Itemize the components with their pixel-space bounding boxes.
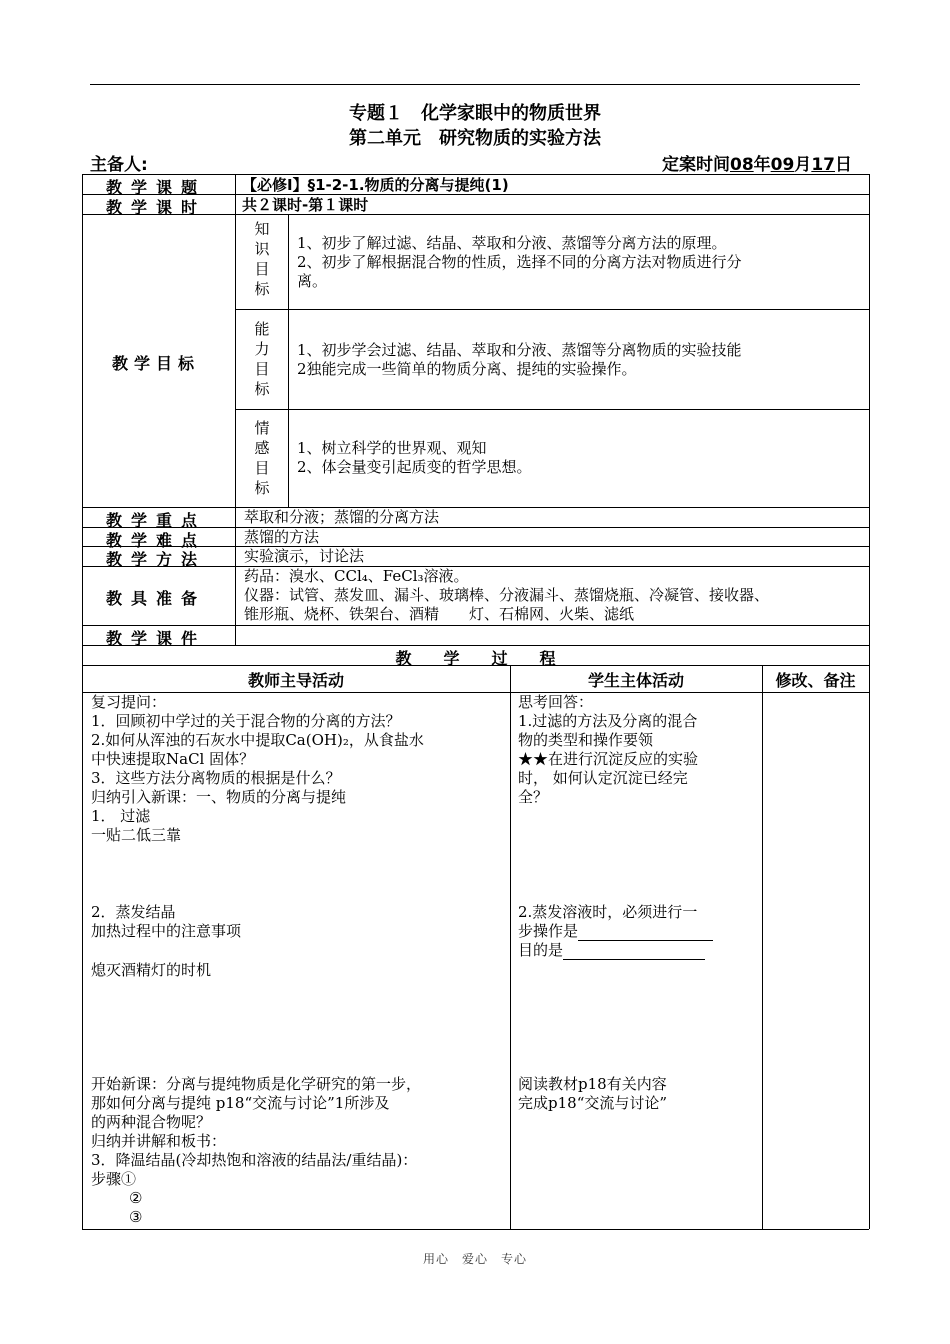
col-teacher-header: 教师主导活动: [247, 671, 344, 690]
label-knowledge: 知识目标: [254, 220, 270, 298]
label-objectives: 教学目标: [112, 354, 201, 373]
preparer-label: 主备人:: [90, 155, 148, 175]
label-ability: 能力目标: [254, 320, 270, 398]
table-border-left: [82, 174, 83, 1229]
teacher-line: 1． 过滤: [91, 807, 151, 825]
knowledge-item: 2、初步了解根据混合物的性质，选择不同的分离方法对物质进行分: [297, 253, 742, 271]
emotion-items: [297, 439, 532, 477]
label-topic: 教学课题: [106, 178, 207, 197]
value-difficulty: 蒸馏的方法: [244, 528, 320, 546]
col-line: [235, 174, 236, 645]
teacher-line: 中快速提取NaCl 固体？: [91, 750, 255, 768]
unit-title: 专题１ 化学家眼中的物质世界: [349, 103, 601, 124]
top-rule: [90, 84, 860, 85]
preparer: [90, 150, 234, 175]
value-method: 实验演示，讨论法: [244, 547, 365, 565]
student-line: 思考回答：: [518, 693, 594, 711]
date-year-unit: 年: [753, 155, 771, 175]
tools-line: 药品：溴水、CCl₄、FeCl₃溶液。: [244, 567, 469, 585]
value-key: 萃取和分液；蒸馏的分离方法: [244, 508, 440, 526]
date-month: 09: [770, 155, 795, 175]
answer-blank[interactable]: [578, 925, 713, 941]
teacher-step: ③: [129, 1208, 143, 1226]
student-line: 阅读教材p18有关内容: [518, 1075, 667, 1093]
ability-item: 2独能完成一些简单的物质分离、提纯的实验操作。: [297, 360, 637, 378]
teacher-line: 复习提问：: [91, 693, 167, 711]
date-prefix: 定案时间: [661, 155, 730, 175]
tools-line: 仪器：试管、蒸发皿、漏斗、玻璃棒、分液漏斗、蒸馏烧瓶、冷凝管、接收器、: [244, 586, 770, 604]
ability-items: [297, 341, 742, 379]
table-border-bottom: [82, 1229, 869, 1230]
col-student-header: 学生主体活动: [587, 671, 684, 690]
process-title: 教 学 过 程: [395, 649, 556, 668]
student-line: 物的类型和操作要领: [518, 731, 654, 749]
label-courseware: 教学课件: [106, 629, 207, 648]
value-hours: 共２课时-第１课时: [242, 196, 369, 214]
row-line: [235, 309, 869, 310]
date-month-unit: 月: [794, 155, 812, 175]
ability-item: 1、初步学会过滤、结晶、萃取和分液、蒸馏等分离物质的实验技能: [297, 341, 742, 359]
knowledge-item: 1、初步了解过滤、结晶、萃取和分液、蒸馏等分离方法的原理。: [297, 234, 727, 252]
teacher-extinguish: [91, 961, 211, 980]
teacher-line: 的两种混合物呢？: [91, 1113, 212, 1131]
label-tools: 教具准备: [106, 589, 207, 608]
student-line: 时， 如何认定沉淀已经完: [518, 769, 688, 787]
student-reading: [518, 1075, 667, 1113]
label-method: 教学方法: [106, 550, 207, 569]
student-evaporation: [518, 903, 713, 960]
tools-line: 锥形瓶、烧杯、铁架台、酒精 灯、石棉网、火柴、滤纸: [244, 605, 635, 623]
section-title: 第二单元 研究物质的实验方法: [349, 128, 601, 149]
teacher-line: 2.如何从浑浊的石灰水中提取Ca(OH)₂，从食盐水: [91, 731, 424, 749]
value-topic: 【必修Ⅰ】§1-2-1.物质的分离与提纯(1): [242, 176, 509, 194]
preparer-blank: [148, 156, 234, 175]
col-line: [288, 214, 289, 507]
label-difficulty: 教学难点: [106, 531, 207, 550]
knowledge-item: 离。: [297, 272, 328, 290]
label-emotion: 情感目标: [254, 419, 270, 497]
teacher-review: [91, 693, 424, 845]
col-notes-header: 修改、备注: [775, 671, 856, 690]
teacher-line: 一贴二低三靠: [91, 826, 182, 844]
teacher-evaporation: [91, 903, 241, 941]
tools-lines: [244, 567, 769, 624]
answer-blank[interactable]: [563, 944, 705, 960]
emotion-item: 1、树立科学的世界观、观知: [297, 439, 487, 457]
teacher-line: 开始新课：分离与提纯物质是化学研究的第一步，: [91, 1075, 422, 1093]
student-line: 步操作是: [518, 922, 579, 940]
teacher-line: 3．降温结晶(冷却热饱和溶液的结晶法/重结晶)：: [91, 1151, 418, 1169]
col-line: [762, 665, 763, 1229]
label-key: 教学重点: [106, 511, 207, 530]
student-line: ★★在进行沉淀反应的实验: [518, 750, 699, 768]
teacher-line: 加热过程中的注意事项: [91, 922, 242, 940]
teacher-line: 3．这些方法分离物质的根据是什么？: [91, 769, 341, 787]
student-line: 完成p18“交流与讨论”: [518, 1094, 668, 1112]
teacher-line: 步骤①: [91, 1170, 137, 1188]
date-day-unit: 日: [835, 155, 852, 175]
teacher-line: 1．回顾初中学过的关于混合物的分离的方法？: [91, 712, 401, 730]
label-hours: 教学课时: [106, 198, 207, 217]
table-border-right: [869, 174, 870, 1229]
teacher-step: ②: [129, 1189, 143, 1207]
date-year: 08: [729, 155, 754, 175]
student-line: 全？: [518, 788, 549, 806]
teacher-line: 熄灭酒精灯的时机: [91, 961, 212, 979]
date-day: 17: [811, 155, 835, 175]
col-line: [510, 665, 511, 1229]
emotion-item: 2、体会量变引起质变的哲学思想。: [297, 458, 532, 476]
student-purpose: 目的是: [518, 941, 564, 959]
fix-date: [662, 150, 852, 175]
teacher-line: 那如何分离与提纯 p18“交流与讨论”1所涉及: [91, 1094, 390, 1112]
teacher-line: 2．蒸发结晶: [91, 903, 176, 921]
student-line: 1.过滤的方法及分离的混合: [518, 712, 698, 730]
knowledge-items: [297, 234, 742, 291]
teacher-line: 归纳并讲解和板书：: [91, 1132, 227, 1150]
student-line: 2.蒸发溶液时，必须进行一: [518, 903, 698, 921]
page-footer: 用心 爱心 专心: [422, 1252, 527, 1266]
teacher-new-lesson: [91, 1075, 421, 1227]
student-answers: [518, 693, 698, 807]
teacher-line: 归纳引入新课：一、物质的分离与提纯: [91, 788, 347, 806]
row-line: [235, 409, 869, 410]
